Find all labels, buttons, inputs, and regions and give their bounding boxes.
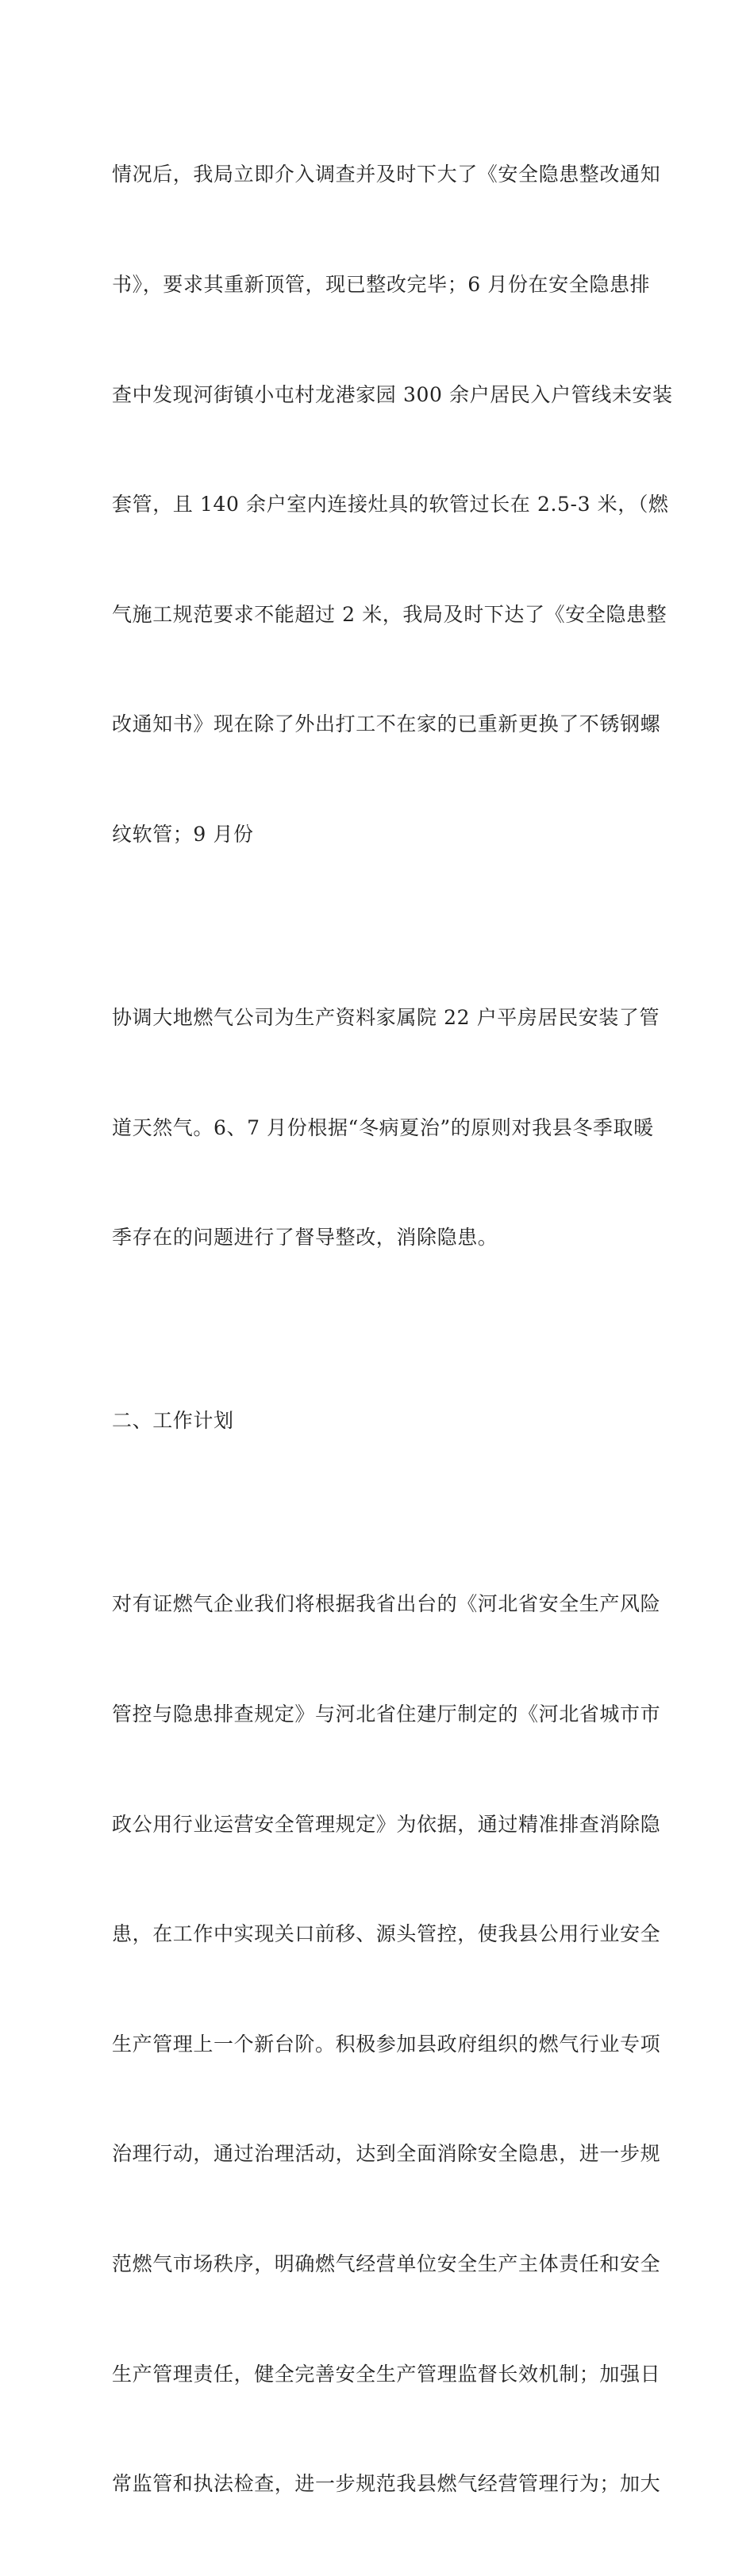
text-line: 气施工规范要求不能超过 2 米，我局及时下达了《安全隐患整 xyxy=(112,602,667,626)
text-line: 生产管理上一个新台阶。积极参加县政府组织的燃气行业专项 xyxy=(112,2032,661,2056)
text-line: 查中发现河街镇小屯村龙港家园 300 余户居民入户管线未安装 xyxy=(112,382,673,406)
text-line: 道天然气。6、7 月份根据“冬病夏治”的原则对我县冬季取暖 xyxy=(112,1115,654,1139)
text-line: 套管，且 140 余户室内连接灶具的软管过长在 2.5-3 米，（燃 xyxy=(112,493,669,516)
text-line: 范燃气市场秩序，明确燃气经营单位安全生产主体责任和安全 xyxy=(112,2252,661,2275)
text-line: 改通知书》现在除了外出打工不在家的已重新更换了不锈钢螺 xyxy=(112,712,661,736)
text-line: 纹软管；9 月份 xyxy=(112,823,254,847)
text-line: 常监管和执法检查，进一步规范我县燃气经营管理行为；加大 xyxy=(112,2472,661,2496)
paragraph-work-plan xyxy=(112,1513,661,2576)
paragraph-status-report xyxy=(112,83,673,927)
document-body xyxy=(112,83,673,2576)
section-heading: 二、工作计划 xyxy=(112,1409,234,1433)
text-line: 书》，要求其重新顶管，现已整改完毕；6 月份在安全隐患排 xyxy=(112,273,651,297)
text-line: 季存在的问题进行了督导整改，消除隐患。 xyxy=(112,1226,498,1250)
section-heading-work-plan xyxy=(112,1330,652,1513)
text-line: 政公用行业运营安全管理规定》为依据，通过精准排查消除隐 xyxy=(112,1812,661,1836)
text-line: 治理行动，通过治理活动，达到全面消除安全隐患，进一步规 xyxy=(112,2142,661,2166)
text-line: 情况后，我局立即介入调查并及时下大了《安全隐患整改通知 xyxy=(112,163,661,186)
text-line: 对有证燃气企业我们将根据我省出台的《河北省安全生产风险 xyxy=(112,1592,661,1616)
paragraph-gas-installation xyxy=(112,927,660,1330)
text-line: 协调大地燃气公司为生产资料家属院 22 户平房居民安装了管 xyxy=(112,1006,660,1030)
text-line: 生产管理责任，健全完善安全生产管理监督长效机制；加强日 xyxy=(112,2362,661,2386)
text-line: 管控与隐患排查规定》与河北省住建厅制定的《河北省城市市 xyxy=(112,1702,661,1726)
text-line: 患，在工作中实现关口前移、源头管控，使我县公用行业安全 xyxy=(112,1922,661,1946)
